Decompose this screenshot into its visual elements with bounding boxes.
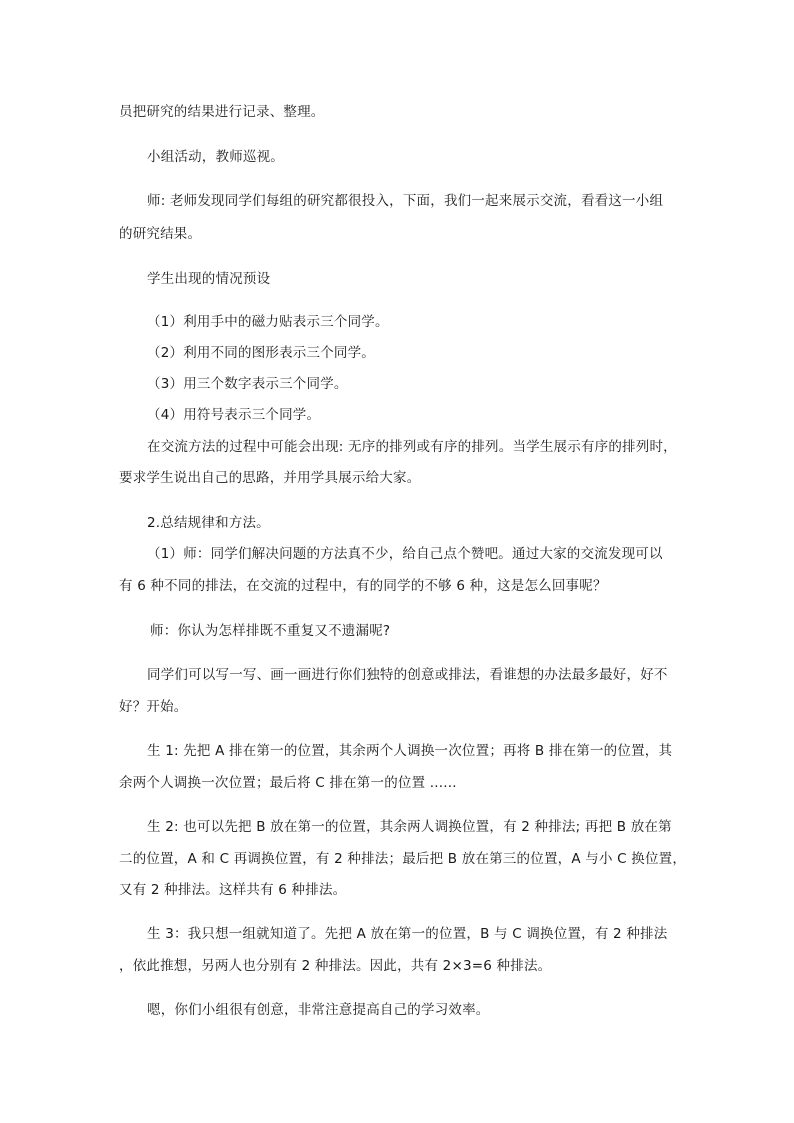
paragraph-line: 余两个人调换一次位置；最后将 C 排在第一的位置 ...... bbox=[119, 775, 457, 791]
paragraph-line: ，依此推想，另两人也分别有 2 种排法。因此，共有 2×3=6 种排法。 bbox=[119, 958, 552, 974]
paragraph-line: 师: 老师发现同学们每组的研究都很投入，下面，我们一起来展示交流，看看这一小组 bbox=[147, 193, 664, 209]
paragraph-line: 师：你认为怎样排既不重复又不遗漏呢? bbox=[150, 623, 391, 639]
paragraph-line: （1）师：同学们解决问题的方法真不少，给自己点个赞吧。通过大家的交流发现可以 bbox=[147, 546, 663, 562]
paragraph-line: 同学们可以写一写、画一画进行你们独特的创意或排法，看谁想的办法最多最好，好不 bbox=[147, 667, 668, 683]
paragraph-line: 在交流方法的过程中可能会出现: 无序的排列或有序的排列。当学生展示有序的排列时， bbox=[147, 439, 677, 455]
list-item: （4）用符号表示三个同学。 bbox=[147, 407, 321, 423]
paragraph-line: 好？开始。 bbox=[119, 699, 188, 715]
paragraph-line: 有 6 种不同的排法，在交流的过程中，有的同学的不够 6 种，这是怎么回事呢？ bbox=[119, 578, 607, 594]
paragraph-line: 学生出现的情况预设 bbox=[147, 271, 271, 287]
paragraph-line: 小组活动，教师巡视。 bbox=[147, 149, 284, 165]
section-heading: 2.总结规律和方法。 bbox=[147, 515, 270, 531]
list-item: （2）利用不同的图形表示三个同学。 bbox=[147, 345, 375, 361]
list-item: （3）用三个数字表示三个同学。 bbox=[147, 376, 348, 392]
paragraph-line: 嗯，你们小组很有创意，非常注意提高自己的学习效率。 bbox=[147, 1002, 490, 1018]
list-item: （1）利用手中的磁力贴表示三个同学。 bbox=[147, 314, 389, 330]
paragraph-line: 又有 2 种排法。这样共有 6 种排法。 bbox=[119, 882, 347, 898]
paragraph-line: 生 2: 也可以先把 B 放在第一的位置，其余两人调换位置，有 2 种排法; 再把 B 放在第 bbox=[147, 819, 672, 835]
paragraph-line: 生 1: 先把 A 排在第一的位置，其余两个人调换一次位置；再将 B 排在第一的位置，其 bbox=[147, 743, 673, 759]
paragraph-line: 的研究结果。 bbox=[119, 226, 202, 242]
paragraph-line: 员把研究的结果进行记录、整理。 bbox=[119, 104, 325, 120]
paragraph-line: 二的位置，A 和 C 再调换位置，有 2 种排法；最后把 B 放在第三的位置，A 与小 C 换位置， bbox=[119, 851, 687, 867]
paragraph-line: 要求学生说出自己的思路，并用学具展示给大家。 bbox=[119, 470, 421, 486]
paragraph-line: 生 3：我只想一组就知道了。先把 A 放在第一的位置，B 与 C 调换位置，有 2 种排法 bbox=[147, 926, 668, 942]
